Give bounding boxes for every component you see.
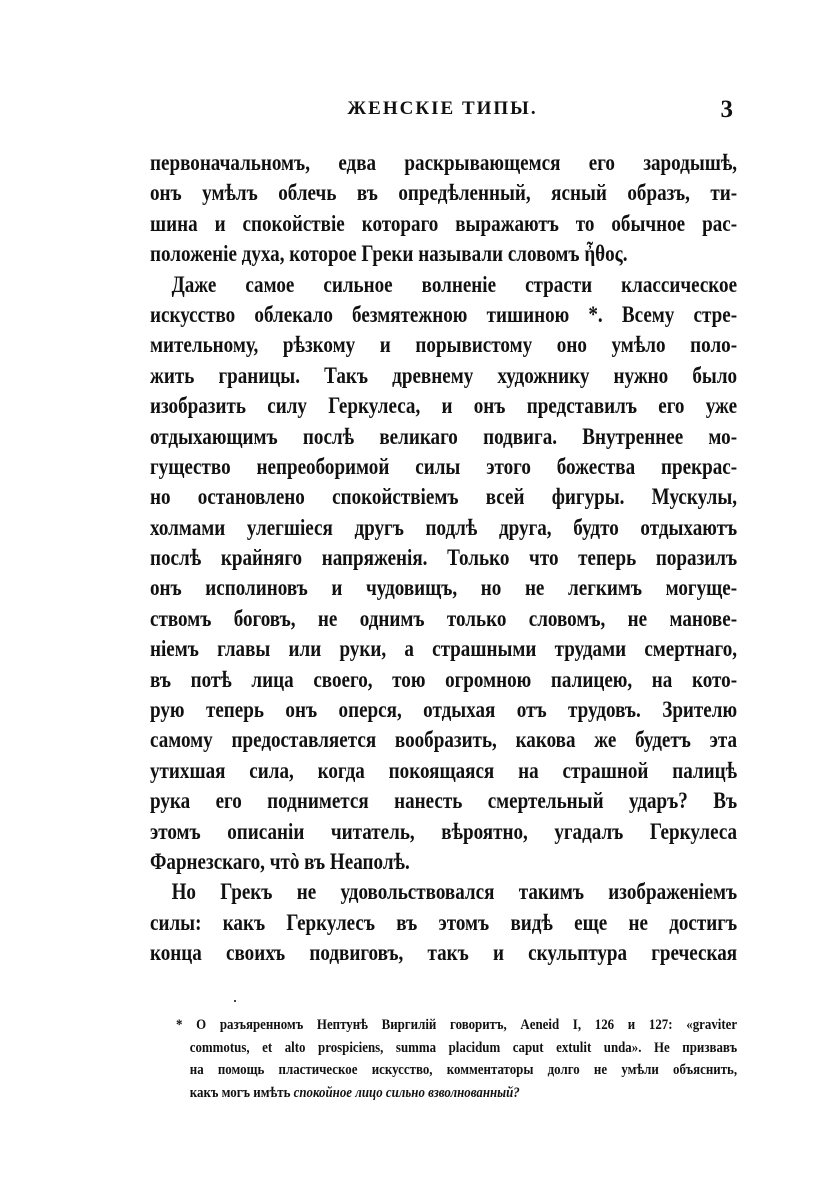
text-line: самому предоставляется вообразить, какова же будетъ эта [150, 727, 738, 753]
text-line: мительному, рѣзкому и порывистому оно умѣло поло- [150, 332, 738, 358]
text-line: Даже самое сильное волненіе страсти классическое [171, 271, 738, 297]
footnote-line: commotus, et alto prospiciens, summa placidum caput extulit unda». Не призвавъ [189, 1039, 738, 1056]
text-line: искусство облекало безмятежною тишиною *. Всему стре- [150, 301, 738, 327]
main-text [150, 148, 737, 969]
text-line: онъ умѣлъ облечь въ опредѣленный, ясный образъ, ти- [150, 180, 738, 206]
text-line: первоначальномъ, едва раскрывающемся его зародышѣ, [150, 150, 738, 175]
text-line: положеніе духа, которое Греки называли словомъ ἦθος. [150, 241, 628, 267]
text-line: шина и спокойствіе котораго выражаютъ то обычное рас- [150, 210, 738, 236]
text-line: жить границы. Такъ древнему художнику нужно было [150, 362, 738, 388]
text-line: гущество непреоборимой силы этого божества прекрас- [150, 453, 738, 479]
text-line: онъ исполиновъ и чудовищъ, но не легкимъ могуще- [150, 575, 738, 601]
footnote-mark [234, 1000, 236, 1002]
text-line: Фарнезскаго, чтò въ Неаполѣ. [150, 848, 410, 874]
running-title: ЖЕНСКІЕ ТИПЫ. [347, 98, 538, 119]
footnote-text: какъ могъ имѣть [189, 1084, 294, 1101]
footnote [176, 1014, 737, 1104]
text-line: холмами улегшіеся другъ подлѣ друга, будто отдыхаютъ [150, 514, 738, 540]
text-line: рую теперь онъ оперся, отдыхая отъ трудовъ. Зрителю [150, 697, 738, 723]
text-line: ніемъ главы или руки, а страшными трудами смертнаго, [150, 636, 738, 662]
text-line: отдыхающимъ послѣ великаго подвига. Внутреннее мо- [150, 423, 738, 449]
footnote-italic-text: спокойное лицо сильно взволнованный? [293, 1084, 520, 1101]
footnote-line: * О разъяренномъ Нептунѣ Виргилій говоритъ, Aeneid I, 126 и 127: «graviter [176, 1017, 738, 1033]
text-line: силы: какъ Геркулесъ въ этомъ видѣ еще не достигъ [150, 909, 738, 935]
text-line: конца своихъ подвиговъ, такъ и скульптура греческая [150, 940, 738, 966]
text-line: рука его поднимется нанесть смертельный ударъ? Въ [150, 788, 738, 814]
running-head [150, 96, 735, 130]
text-line: Но Грекъ не удовольствовался такимъ изображеніемъ [171, 879, 738, 905]
text-line: изобразить силу Геркулеса, и онъ представилъ его уже [150, 393, 738, 419]
text-line: но остановлено спокойствіемъ всей фигуры. Мускулы, [150, 484, 738, 510]
text-line: утихшая сила, когда покоящаяся на страшной палицѣ [150, 757, 738, 783]
text-line: послѣ крайняго напряженія. Только что теперь поразилъ [150, 545, 738, 571]
text-line: въ потѣ лица своего, тою огромною палицею, на кото- [150, 666, 738, 692]
text-line: этомъ описаніи читатель, вѣроятно, угадалъ Геркулеса [150, 818, 738, 844]
footnote-line: на помощь пластическое искусство, комментаторы долго не умѣли объяснить, [189, 1062, 738, 1078]
footnote-line [176, 1082, 737, 1105]
text-line: ствомъ боговъ, не однимъ только словомъ, не манове- [150, 605, 738, 631]
page-number: 3 [720, 96, 733, 123]
